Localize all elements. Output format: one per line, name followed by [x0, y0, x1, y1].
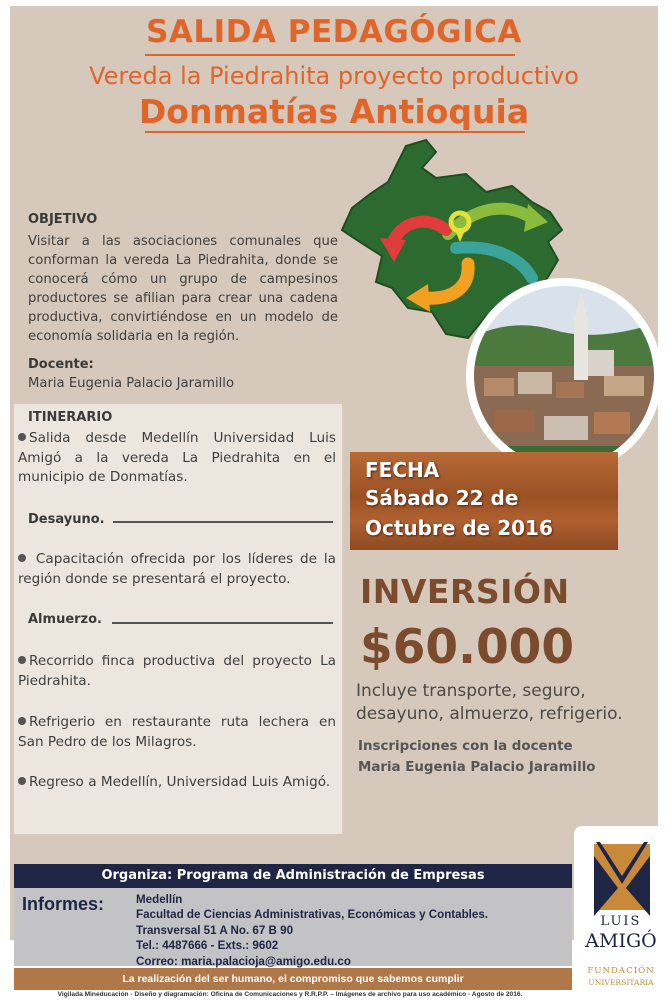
fundacion-logo: [574, 826, 668, 1002]
itinerary-item: [18, 713, 336, 752]
location-title: Donmatías Antioquia: [138, 92, 530, 131]
informes-details: [136, 892, 488, 969]
house: [484, 378, 514, 396]
meal-label: Desayuno.: [28, 512, 105, 527]
logo-fundacion: FUNDACIÓN: [587, 966, 655, 976]
inversion-heading: INVERSIÓN: [360, 572, 570, 611]
town-illustration: [474, 286, 654, 466]
house: [544, 416, 588, 440]
informes-city: Medellín: [136, 893, 183, 906]
bullet-icon: [18, 717, 26, 725]
footer-credits: Vigilada Mineducación - Diseño y diagramación: Oficina de Comunicaciones y R.R.P.P. – Imágenes de archivo para uso académico - Agosto de 2016.: [57, 991, 523, 998]
meal-divider: [112, 622, 333, 624]
meal-divider: [113, 521, 333, 523]
informes-address: Transversal 51 A No. 67 B 90: [136, 923, 294, 937]
itinerary-item-text: Recorrido finca productiva del proyecto La Piedrahita.: [18, 653, 336, 689]
logo-amigo: AMIGÓ: [585, 930, 657, 952]
page-subtitle: Vereda la Piedrahita proyecto productivo: [89, 62, 579, 90]
includes-text: Incluye transporte, seguro, desayuno, almuerzo, refrigerio.: [356, 681, 623, 724]
bullet-icon: [18, 656, 26, 664]
house: [518, 372, 552, 394]
inscripciones-text: [358, 736, 658, 778]
itinerary-item-text: Refrigerio en restaurante ruta lechera en San Pedro de los Milagros.: [18, 714, 336, 750]
house: [594, 412, 630, 434]
page-title: SALIDA PEDAGÓGICA: [146, 14, 522, 50]
itinerary-item-text: Capacitación ofrecida por los líderes de la región donde se presentará el proyecto.: [18, 551, 337, 587]
itinerary-item-text: Salida desde Medellín Universidad Luis Amigó a la vereda La Piedrahita en el municipio de Donmatías.: [18, 430, 336, 485]
fecha-line1: Sábado 22 de: [365, 486, 519, 510]
bullet-icon: [18, 554, 26, 562]
town-photo: [474, 286, 654, 466]
fecha-label: FECHA: [365, 458, 440, 482]
informes-faculty: Facultad de Ciencias Administrativas, Económicas y Contables.: [136, 908, 489, 922]
meal-label: Almuerzo.: [28, 612, 102, 627]
itinerario-heading: ITINERARIO: [28, 410, 113, 425]
bullet-icon: [18, 777, 26, 785]
bullet-icon: [18, 433, 26, 441]
title-underline: [145, 54, 515, 56]
logo-mark-icon: [574, 826, 668, 916]
informes-phone: Tel.: 4487666 - Exts.: 9602: [136, 939, 279, 953]
organiza-bar: Organiza: Programa de Administración de Empresas: [14, 864, 572, 888]
price: $60.000: [360, 620, 575, 675]
slogan-bar: La realización del ser humano, el compromiso que sabemos cumplir: [14, 968, 572, 990]
location-underline: [145, 131, 525, 133]
objetivo-heading: OBJETIVO: [28, 212, 98, 227]
church-body: [588, 350, 614, 376]
house: [604, 376, 644, 396]
fecha-line2: Octubre de 2016: [365, 516, 553, 540]
docente-name: Maria Eugenia Palacio Jaramillo: [28, 376, 235, 391]
itinerary-item: [18, 652, 336, 691]
informes-email[interactable]: Correo: maria.palacioja@amigo.edu.co: [136, 954, 351, 968]
logo-luis: LUIS: [600, 914, 642, 929]
itinerary-item: [18, 773, 336, 793]
itinerary-item: [18, 429, 336, 488]
logo-universitaria: UNIVERSITARIA: [588, 978, 654, 987]
house: [556, 382, 584, 398]
fecha-box: [350, 452, 618, 550]
docente-heading: Docente:: [28, 357, 94, 372]
informes-panel: [14, 888, 572, 966]
itinerary-item: [18, 550, 336, 589]
house: [494, 410, 534, 432]
town-photo-frame: [466, 278, 662, 474]
inscripciones-line: Inscripciones con la docente: [358, 739, 573, 754]
inscripciones-docente: Maria Eugenia Palacio Jaramillo: [358, 760, 596, 775]
church-tower: [574, 320, 588, 380]
objetivo-text: Visitar a las asociaciones comunales que conforman la vereda La Piedrahita, donde se conocerá cómo un grupo de campesinos productores se afilian para crear una cadena productiva, convirtiéndose en un modelo de economía solidaria en la región.: [28, 234, 338, 344]
informes-title: Informes:: [22, 894, 105, 914]
itinerary-item-text: Regreso a Medellín, Universidad Luis Amigó.: [29, 774, 331, 790]
